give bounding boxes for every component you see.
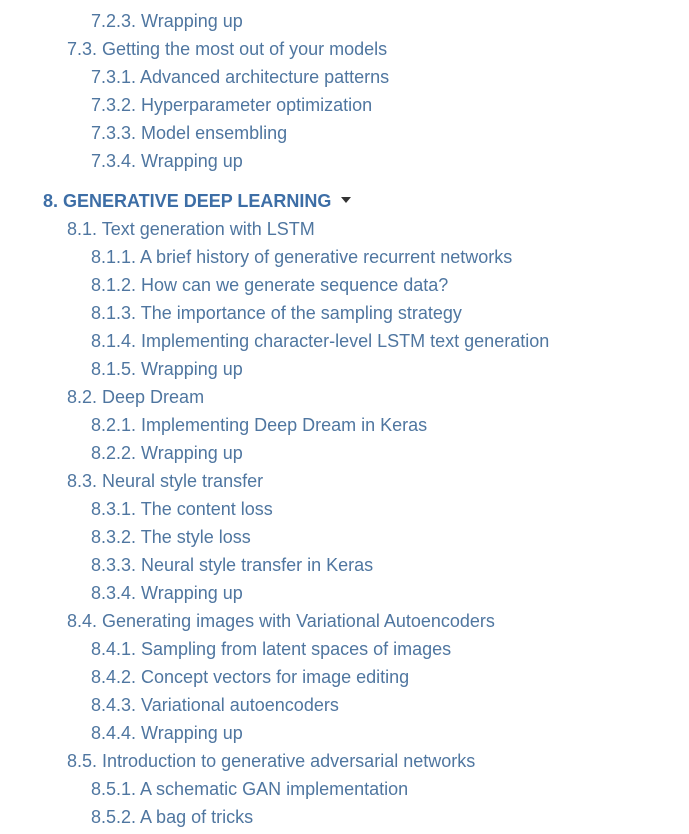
toc-item-8-2-1[interactable]: 8.2.1. Implementing Deep Dream in Keras bbox=[91, 415, 428, 435]
toc-item-8-3-4[interactable]: 8.3.4. Wrapping up bbox=[91, 583, 243, 603]
toc-item-8-5-1[interactable]: 8.5.1. A schematic GAN implementation bbox=[91, 779, 409, 799]
toc-item-7-3[interactable]: 7.3. Getting the most out of your models bbox=[67, 39, 388, 59]
toc-item-8-4-1[interactable]: 8.4.1. Sampling from latent spaces of images bbox=[91, 639, 452, 659]
toc-item-8-5-2[interactable]: 8.5.2. A bag of tricks bbox=[91, 807, 254, 827]
toc-item-8-3[interactable]: 8.3. Neural style transfer bbox=[67, 471, 264, 491]
toc-item-8-3-1[interactable]: 8.3.1. The content loss bbox=[91, 499, 273, 519]
toc-item-7-3-4[interactable]: 7.3.4. Wrapping up bbox=[91, 151, 243, 171]
toc-item-8-1-4[interactable]: 8.1.4. Implementing character-level LSTM text generation bbox=[91, 331, 550, 351]
toc-item-7-3-3[interactable]: 7.3.3. Model ensembling bbox=[91, 123, 288, 143]
toc-item-8-4-4[interactable]: 8.4.4. Wrapping up bbox=[91, 723, 243, 743]
toc-item-8-3-3[interactable]: 8.3.3. Neural style transfer in Keras bbox=[91, 555, 374, 575]
toc-item-8-1[interactable]: 8.1. Text generation with LSTM bbox=[67, 219, 315, 239]
toc-item-7-3-2[interactable]: 7.3.2. Hyperparameter optimization bbox=[91, 95, 373, 115]
toc-item-8-4-3[interactable]: 8.4.3. Variational autoencoders bbox=[91, 695, 339, 715]
toc-item-8-1-1[interactable]: 8.1.1. A brief history of generative recurrent networks bbox=[91, 247, 513, 267]
toc-item-8-2-2[interactable]: 8.2.2. Wrapping up bbox=[91, 443, 243, 463]
toc-item-8-3-2[interactable]: 8.3.2. The style loss bbox=[91, 527, 251, 547]
toc-item-8-1-5[interactable]: 8.1.5. Wrapping up bbox=[91, 359, 243, 379]
toc-item-8-1-2[interactable]: 8.1.2. How can we generate sequence data? bbox=[91, 275, 449, 295]
toc-item-8-2[interactable]: 8.2. Deep Dream bbox=[67, 387, 205, 407]
caret-down-icon[interactable] bbox=[341, 197, 351, 203]
toc-item-8-5[interactable]: 8.5. Introduction to generative adversarial networks bbox=[67, 751, 476, 771]
toc-item-7-2-3[interactable]: 7.2.3. Wrapping up bbox=[91, 11, 243, 31]
toc-item-7-3-1[interactable]: 7.3.1. Advanced architecture patterns bbox=[91, 67, 390, 87]
toc-item-8-1-3[interactable]: 8.1.3. The importance of the sampling strategy bbox=[91, 303, 462, 323]
toc-item-8-4-2[interactable]: 8.4.2. Concept vectors for image editing bbox=[91, 667, 410, 687]
chapter-heading-8[interactable] bbox=[43, 187, 351, 215]
toc-item-8-4[interactable]: 8.4. Generating images with Variational Autoencoders bbox=[67, 611, 495, 631]
chapter-title: 8. GENERATIVE DEEP LEARNING bbox=[43, 191, 332, 211]
